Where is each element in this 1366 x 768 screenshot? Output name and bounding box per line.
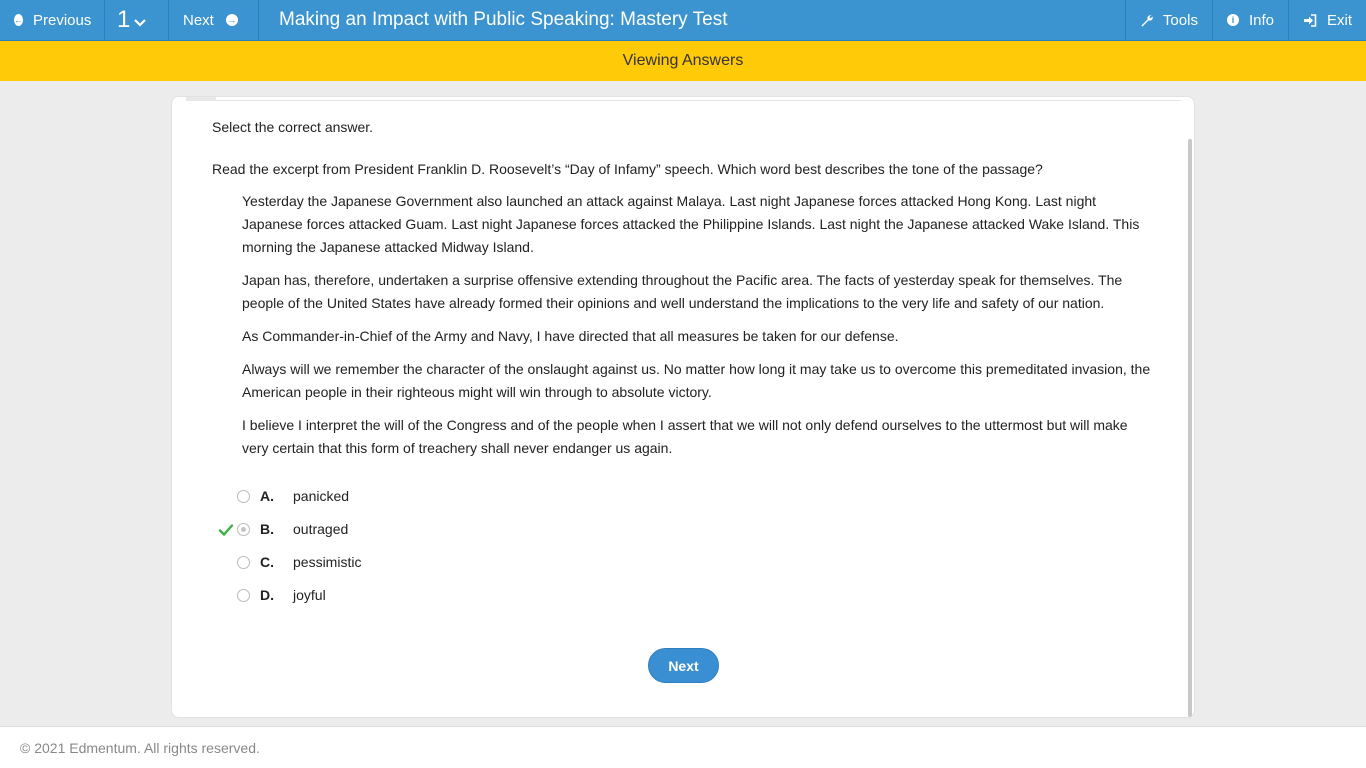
question-number-dropdown[interactable]: [105, 0, 169, 40]
correct-checkmark-icon: [218, 522, 234, 538]
radio-button[interactable]: [237, 589, 250, 602]
exit-label: Exit: [1326, 11, 1352, 29]
page-title: Making an Impact with Public Speaking: Mastery Test: [279, 9, 728, 30]
info-label: Info: [1248, 11, 1274, 29]
tools-label: Tools: [1162, 11, 1198, 29]
instruction-text: Select the correct answer.: [212, 119, 374, 135]
previous-label: Previous: [33, 11, 92, 29]
scrollbar[interactable]: [1188, 139, 1192, 717]
choice-text: panicked: [293, 488, 350, 504]
choice-letter: C.: [260, 554, 274, 570]
excerpt-paragraph: As Commander-in-Chief of the Army and Navy, I have directed that all measures be taken for our defense.: [242, 328, 899, 344]
next-button[interactable]: Next: [648, 648, 719, 683]
question-number: 1: [117, 6, 131, 33]
excerpt-paragraph: Yesterday the Japanese Government also launched an attack against Malaya. Last night Japanese forces attacked Hong Kong. Last night Japanese forces attacked Guam. Last night Japanese forces attacked the Philippine Islands. Last night the Japanese attacked Wake Island. This morning the Japanese attacked Midway Island.: [242, 193, 1140, 255]
viewing-answers-banner: [0, 41, 1366, 81]
question-prompt: Read the excerpt from President Franklin D. Roosevelt’s “Day of Infamy” speech. Which word best describes the tone of the passage?: [212, 161, 1043, 177]
top-bar: [0, 0, 1366, 41]
arrow-right-circle-icon: →: [227, 15, 237, 25]
wrench-icon: [1140, 14, 1153, 27]
speech-excerpt: [242, 190, 1154, 470]
arrow-left-circle-icon: ←: [14, 15, 23, 25]
choice-letter: A.: [260, 488, 274, 504]
exit-button[interactable]: [1288, 0, 1366, 40]
info-icon: i: [1227, 14, 1239, 26]
card-tab-line: [186, 97, 1181, 101]
previous-button[interactable]: [0, 0, 105, 40]
banner-text: Viewing Answers: [622, 52, 744, 69]
choice-letter: B.: [260, 521, 274, 537]
card-tab: [186, 97, 216, 101]
chevron-down-icon: [134, 19, 146, 27]
radio-button[interactable]: [237, 556, 250, 569]
next-nav-label: Next: [183, 11, 214, 29]
excerpt-paragraph: I believe I interpret the will of the Congress and of the people when I assert that we will not only defend ourselves to the uttermost but will make very certain that this form of treachery shall never endanger us again.: [242, 417, 1128, 456]
choice-letter: D.: [260, 587, 274, 603]
copyright-text: © 2021 Edmentum. All rights reserved.: [20, 739, 260, 756]
excerpt-paragraph: Always will we remember the character of the onslaught against us. No matter how long it may take us to overcome this premeditated invasion, the American people in their righteous might will win through to absolute victory.: [242, 361, 1151, 400]
next-nav-button[interactable]: [169, 0, 259, 40]
footer: [0, 726, 1366, 768]
question-card: [171, 96, 1195, 718]
radio-button-selected[interactable]: [237, 523, 250, 536]
tools-button[interactable]: [1125, 0, 1212, 40]
radio-button[interactable]: [237, 490, 250, 503]
sign-out-icon: [1303, 14, 1317, 27]
info-button[interactable]: [1212, 0, 1288, 40]
choice-text: outraged: [293, 521, 349, 537]
choice-text: pessimistic: [293, 554, 362, 570]
choice-text: joyful: [293, 587, 326, 603]
excerpt-paragraph: Japan has, therefore, undertaken a surprise offensive extending throughout the Pacific area. The facts of yesterday speak for themselves. The people of the United States have already formed their opinions and well understand the implications to the very life and safety of our nation.: [242, 272, 1123, 311]
